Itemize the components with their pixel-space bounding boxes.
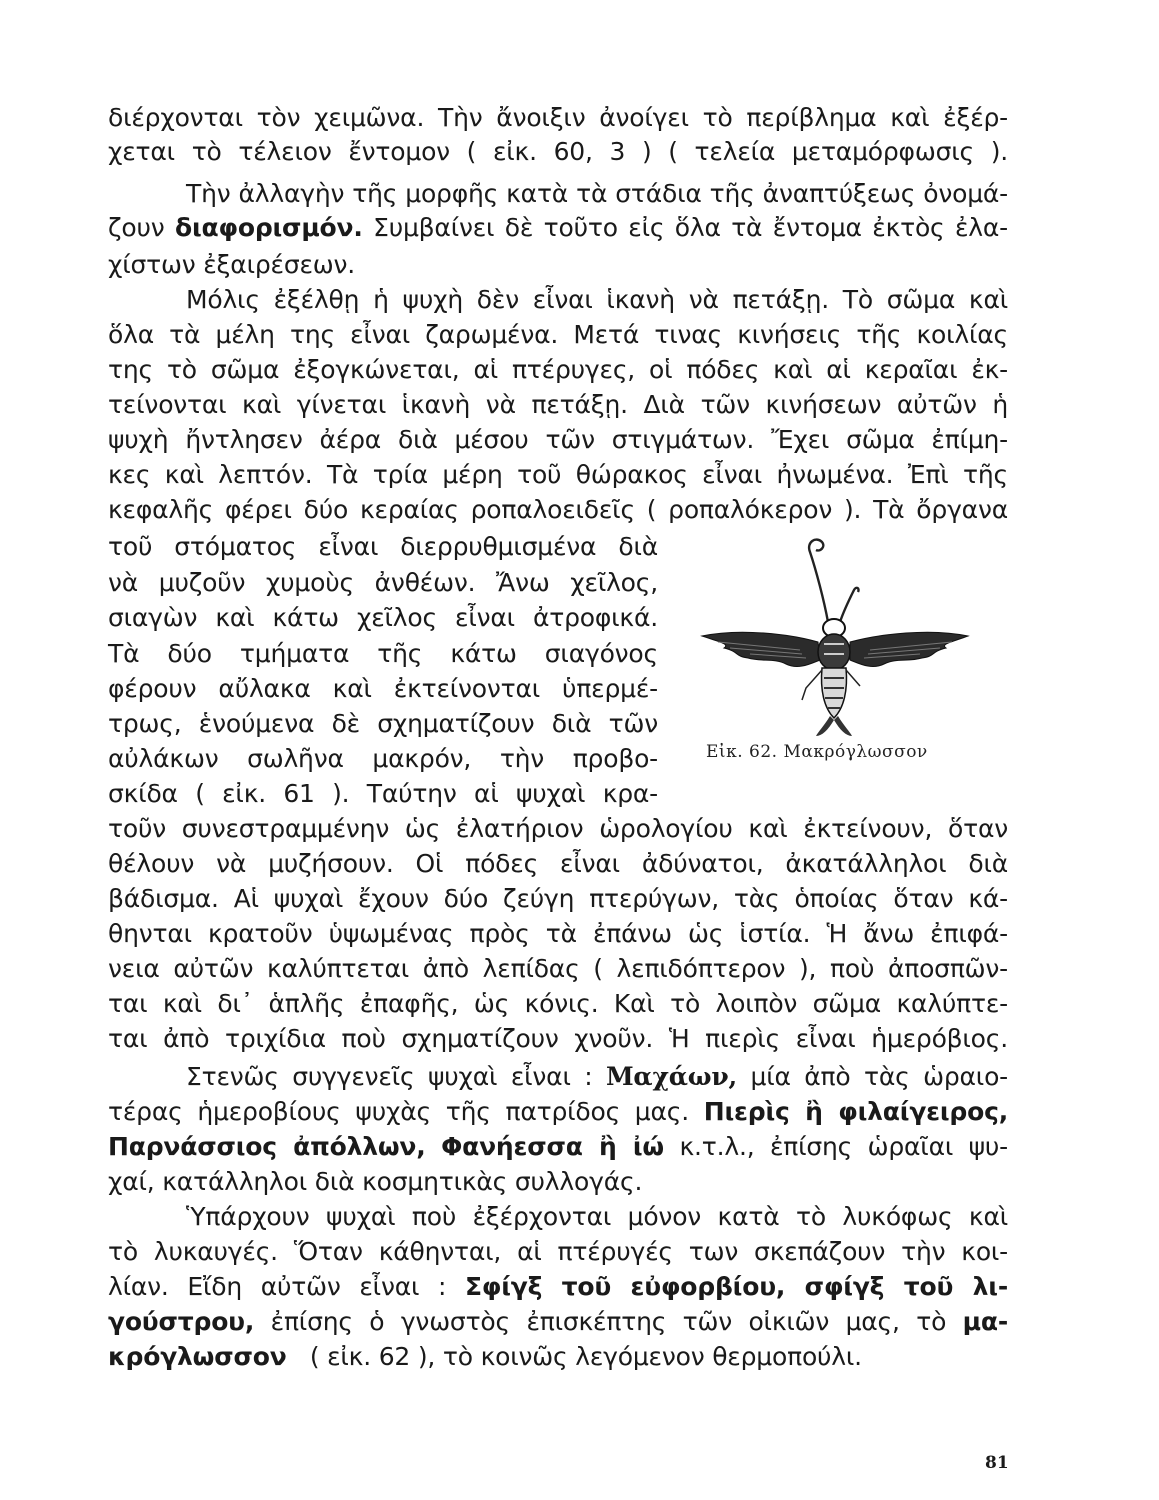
text-line: θηνται κρατοῦν ὑψωμένας πρὸς τὰ ἐπάνω ὡς ἱστία. Ἡ ἄνω ἐπιφά-	[108, 919, 1008, 948]
term-parnassios: Παρνάσσιος ἀπόλλων,	[108, 1132, 426, 1161]
text-line: ται ἀπὸ τριχίδια ποὺ σχηματίζουν χνοῦν. Ἡ πιερὶς εἶναι ἡμερόβιος.	[108, 1024, 1008, 1053]
text-line: Τὰ δύο τμήματα τῆς κάτω σιαγόνος	[108, 639, 658, 668]
term-diaforismon: διαφορισμόν.	[175, 213, 363, 242]
text-line	[108, 1095, 1008, 1129]
text-line	[108, 1130, 1008, 1164]
text-line: σιαγὼν καὶ κάτω χεῖλος εἶναι ἀτροφικά.	[108, 603, 658, 632]
text-line	[108, 1270, 1008, 1304]
term-faniessa: Φανήεσσα ἢ ἰώ	[441, 1132, 664, 1161]
text-line	[108, 1305, 1008, 1339]
term-sfigx: Σφίγξ τοῦ εὐφορβίου, σφίγξ τοῦ λι-	[464, 1272, 1008, 1301]
text-line: χαί, κατάλληλοι διὰ κοσμητικὰς συλλογάς.	[108, 1167, 643, 1196]
text-span: κ.τ.λ., ἐπίσης ὡραῖαι ψυ-	[679, 1132, 1008, 1161]
term-machaon: Μαχάων,	[605, 1062, 737, 1091]
text-line: χεται τὸ τέλειον ἔντομον ( εἰκ. 60, 3 ) ( τελεία μεταμόρφωσις ).	[108, 137, 1008, 166]
text-span: ἐπίσης ὁ γνωστὸς ἐπισκέπτης τῶν οἰκιῶν μας, τὸ	[270, 1307, 947, 1336]
text-line: κεφαλῆς φέρει δύο κεραίας ροπαλοειδεῖς ( ροπαλόκερον ). Τὰ ὄργανα	[108, 495, 1008, 524]
text-line: Ὑπάρχουν ψυχαὶ ποὺ ἐξέρχονται μόνον κατὰ τὸ λυκόφως καὶ	[186, 1202, 1008, 1231]
text-line: τοῦ στόματος εἶναι διερρυθμισμένα διὰ	[108, 532, 658, 561]
text-line: φέρουν αὔλακα καὶ ἐκτείνονται ὑπερμέ-	[108, 674, 658, 703]
text-line: διέρχονται τὸν χειμῶνα. Τὴν ἄνοιξιν ἀνοίγει τὸ περίβλημα καὶ ἐξέρ-	[108, 103, 1008, 132]
page-number: 81	[985, 1453, 1009, 1473]
text-line: τοῦν συνεστραμμένην ὡς ἐλατήριον ὡρολογίου καὶ ἐκτείνουν, ὅταν	[108, 814, 1008, 843]
text-line: της τὸ σῶμα ἐξογκώνεται, αἱ πτέρυγες, οἱ πόδες καὶ αἱ κεραῖαι ἐκ-	[108, 355, 1008, 384]
term-ligoustrou: γούστρου,	[108, 1307, 255, 1336]
text-line	[108, 211, 1008, 245]
text-line: θέλουν νὰ μυζήσουν. Οἱ πόδες εἶναι ἀδύνατοι, ἀκατάλληλοι διὰ	[108, 849, 1008, 878]
text-line	[186, 1060, 1008, 1094]
text-line: χίστων ἐξαιρέσεων.	[108, 250, 356, 279]
text-line: ται καὶ δι᾽ ἁπλῆς ἐπαφῆς, ὡς κόνις. Καὶ τὸ λοιπὸν σῶμα καλύπτε-	[108, 989, 1008, 1018]
text-span: τέρας ἡμεροβίους ψυχὰς τῆς πατρίδος μας.	[108, 1097, 690, 1126]
figure-caption: Εἰκ. 62. Μακρόγλωσσον	[706, 742, 928, 762]
text-span: ζουν	[108, 213, 165, 242]
text-line: αὐλάκων σωλῆνα μακρόν, τὴν προβο-	[108, 744, 658, 773]
text-line: ψυχὴ ἤντλησεν ἀέρα διὰ μέσου τῶν στιγμάτων. Ἔχει σῶμα ἐπίμη-	[108, 425, 1008, 454]
text-line: νὰ μυζοῦν χυμοὺς ἀνθέων. Ἄνω χεῖλος,	[108, 568, 658, 597]
term-pieris: Πιερὶς ἢ φιλαίγειρος,	[703, 1097, 1008, 1126]
term-ma: μα-	[962, 1307, 1009, 1336]
text-line: βάδισμα. Αἱ ψυχαὶ ἔχουν δύο ζεύγη πτερύγων, τὰς ὁποίας ὅταν κά-	[108, 884, 1008, 913]
text-line: νεια αὐτῶν καλύπτεται ἀπὸ λεπίδας ( λεπιδόπτερον ), ποὺ ἀποσπῶν-	[108, 954, 1008, 983]
text-line	[108, 1340, 1008, 1374]
text-line: κες καὶ λεπτόν. Τὰ τρία μέρη τοῦ θώρακος εἶναι ἠνωμένα. Ἐπὶ τῆς	[108, 460, 1008, 489]
text-line: ὅλα τὰ μέλη της εἶναι ζαρωμένα. Μετά τινας κινήσεις τῆς κοιλίας	[108, 320, 1008, 349]
text-line: τείνονται καὶ γίνεται ἱκανὴ νὰ πετάξῃ. Διὰ τῶν κινήσεων αὐτῶν ἡ	[108, 390, 1008, 419]
text-line: τρως, ἑνούμενα δὲ σχηματίζουν διὰ τῶν	[108, 709, 658, 738]
text-span: λίαν. Εἴδη αὐτῶν εἶναι :	[108, 1272, 447, 1301]
text-line: Τὴν ἀλλαγὴν τῆς μορφῆς κατὰ τὰ στάδια τῆς ἀναπτύξεως ὀνομά-	[186, 179, 1008, 208]
term-makroglosson: κρόγλωσσον	[108, 1342, 287, 1371]
text-span: Στενῶς συγγενεῖς ψυχαὶ εἶναι :	[186, 1062, 593, 1091]
text-span: Συμβαίνει δὲ τοῦτο εἰς ὅλα τὰ ἔντομα ἐκτὸς ἐλα-	[373, 213, 1009, 242]
text-span: μία ἀπὸ τὰς ὡραιο-	[750, 1062, 1008, 1091]
text-line: Μόλις ἐξέλθῃ ἡ ψυχὴ δὲν εἶναι ἱκανὴ νὰ πετάξῃ. Τὸ σῶμα καὶ	[186, 285, 1008, 314]
text-line: τὸ λυκαυγές. Ὅταν κάθηνται, αἱ πτέρυγές των σκεπάζουν τὴν κοι-	[108, 1237, 1008, 1266]
text-line: σκίδα ( εἰκ. 61 ). Ταύτην αἱ ψυχαὶ κρα-	[108, 779, 658, 808]
text-span: ( εἰκ. 62 ), τὸ κοινῶς λεγόμενον θερμοπούλι.	[309, 1342, 862, 1371]
